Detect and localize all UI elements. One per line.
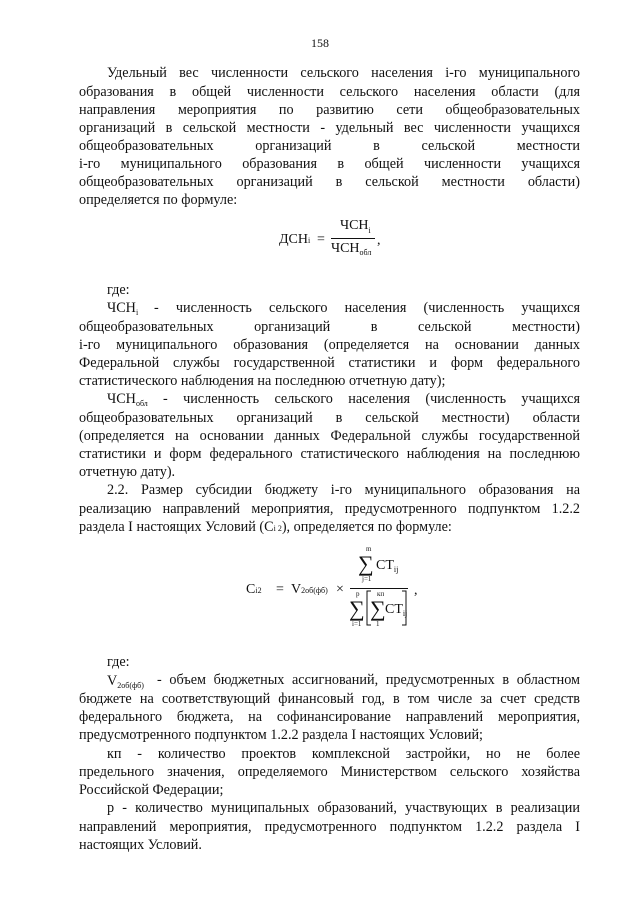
paragraph-line: Федеральной службы государственной статистики и форм федерального	[79, 355, 580, 371]
paragraph-line: образования в общей численности сельского населения области (для	[79, 84, 580, 100]
paragraph-line: реализацию направлений мероприятия, предусмотренного подпунктом 1.2.2	[79, 501, 580, 517]
paragraph-line: общеобразовательных организаций в сельской местности)	[79, 319, 580, 335]
paragraph-line: (определяется на основании данных Федеральной службы государственной	[79, 428, 580, 444]
definition-symbol	[107, 299, 147, 319]
where-label: где:	[107, 654, 130, 670]
paragraph-line: направления мероприятия по развитию сети общеобразовательных	[79, 102, 580, 118]
formula-num-sub: i	[368, 226, 371, 235]
formula-times: ×	[336, 582, 344, 597]
ct-sub: ij	[393, 565, 399, 574]
ct-text: CT	[385, 602, 403, 617]
formula-v: V	[291, 582, 302, 597]
formula-lhs: ДСН	[279, 232, 308, 247]
paragraph-line: i-го муниципального образования в общей численности учащихся	[79, 156, 580, 172]
inner-sum-symbol: ∑	[370, 596, 386, 621]
paragraph-line: Удельный вес численности сельского населения i-го муниципального	[107, 65, 580, 81]
symbol-text: ЧСН	[107, 391, 136, 407]
text-part: ), определяется по формуле:	[281, 519, 452, 535]
sum-symbol: ∑	[358, 551, 374, 576]
formula-eq: =	[276, 582, 284, 597]
paragraph-line: общеобразовательных организаций в сельской местности области)	[79, 174, 580, 190]
formula-lhs-sub: i2	[255, 586, 262, 595]
paragraph-line	[79, 518, 580, 538]
paragraph-line: предельного значения, определяемого Министерством сельского хозяйства	[79, 764, 580, 780]
paragraph-line: организаций в сельской местности - удельный вес численности учащихся	[79, 120, 580, 136]
text-sub: i 2	[273, 524, 282, 533]
formula-den: ЧСН	[331, 241, 360, 256]
paragraph-line: статистики и форм федерального статистического наблюдения на последнюю	[79, 446, 580, 462]
symbol-text: ЧСН	[107, 300, 136, 316]
paragraph-line: - численность сельского населения (численность учащихся	[163, 391, 580, 407]
paragraph-line: определяется по формуле:	[79, 192, 238, 208]
paragraph-line: p - количество муниципальных образований, участвующих в реализации	[107, 800, 580, 816]
inner-sum-upper: кп	[377, 590, 385, 598]
paragraph-line: - численность сельского населения (численность учащихся	[154, 300, 580, 316]
formula-tail: ,	[414, 583, 418, 598]
paragraph-line: кп - количество проектов комплексной застройки, но не более	[107, 746, 580, 762]
paragraph-line: статистического наблюдения на последнюю отчетную дату);	[79, 373, 446, 389]
ct-text: CT	[376, 558, 394, 573]
symbol-text: V	[107, 673, 118, 689]
ct-sub: ij	[402, 609, 408, 618]
inner-sum-lower: 1	[376, 620, 380, 628]
paragraph-line: - объем бюджетных ассигнований, предусмотренных в областном	[157, 672, 580, 688]
symbol-sub: обл	[135, 399, 148, 408]
formula-num: ЧСН	[340, 218, 369, 233]
outer-sum-upper: p	[356, 590, 360, 598]
definition-symbol	[107, 390, 157, 410]
paragraph-line: общеобразовательных организаций в сельской местности	[79, 138, 580, 154]
paragraph-line: 2.2. Размер субсидии бюджету i-го муниципального образования на	[107, 482, 580, 498]
paragraph-line: настоящих Условий.	[79, 837, 202, 853]
outer-sum-lower: i=1	[352, 620, 362, 628]
fraction-bar	[331, 238, 375, 239]
paragraph-line: i-го муниципального образования (определяется на основании данных	[79, 337, 580, 353]
sum-upper: m	[366, 545, 372, 553]
text-part: раздела I настоящих Условий (C	[79, 519, 274, 535]
paragraph-line: бюджете на соответствующий финансовый год, в том числе за счет средств	[79, 691, 580, 707]
formula-lhs-sub: i	[308, 236, 311, 245]
formula-v-sub: 2об(фб)	[301, 586, 328, 595]
outer-sum-symbol: ∑	[349, 596, 365, 621]
formula-lhs: C	[246, 582, 256, 597]
paragraph-line: направлений мероприятия, предусмотренного подпунктом 1.2.2 раздела I	[79, 819, 580, 835]
formula-tail: ,	[377, 233, 381, 248]
symbol-sub: 2об(фб)	[117, 681, 144, 690]
symbol-sub: i	[135, 308, 139, 317]
sum-lower: j=1	[362, 575, 372, 583]
page-number: 158	[311, 36, 329, 50]
paragraph-line: отчетную дату).	[79, 464, 176, 480]
formula-den-sub: обл	[359, 248, 372, 257]
paragraph-line: предусмотренного подпунктом 1.2.2 раздела I настоящих Условий;	[79, 727, 483, 743]
paragraph-line: Российской Федерации;	[79, 782, 224, 798]
where-label: где:	[107, 282, 130, 298]
paragraph-line: общеобразовательных организаций в сельской местности) области	[79, 410, 580, 426]
formula-eq: =	[317, 232, 325, 247]
paragraph-line: федерального бюджета, на софинансирование направлений мероприятия,	[79, 709, 580, 725]
